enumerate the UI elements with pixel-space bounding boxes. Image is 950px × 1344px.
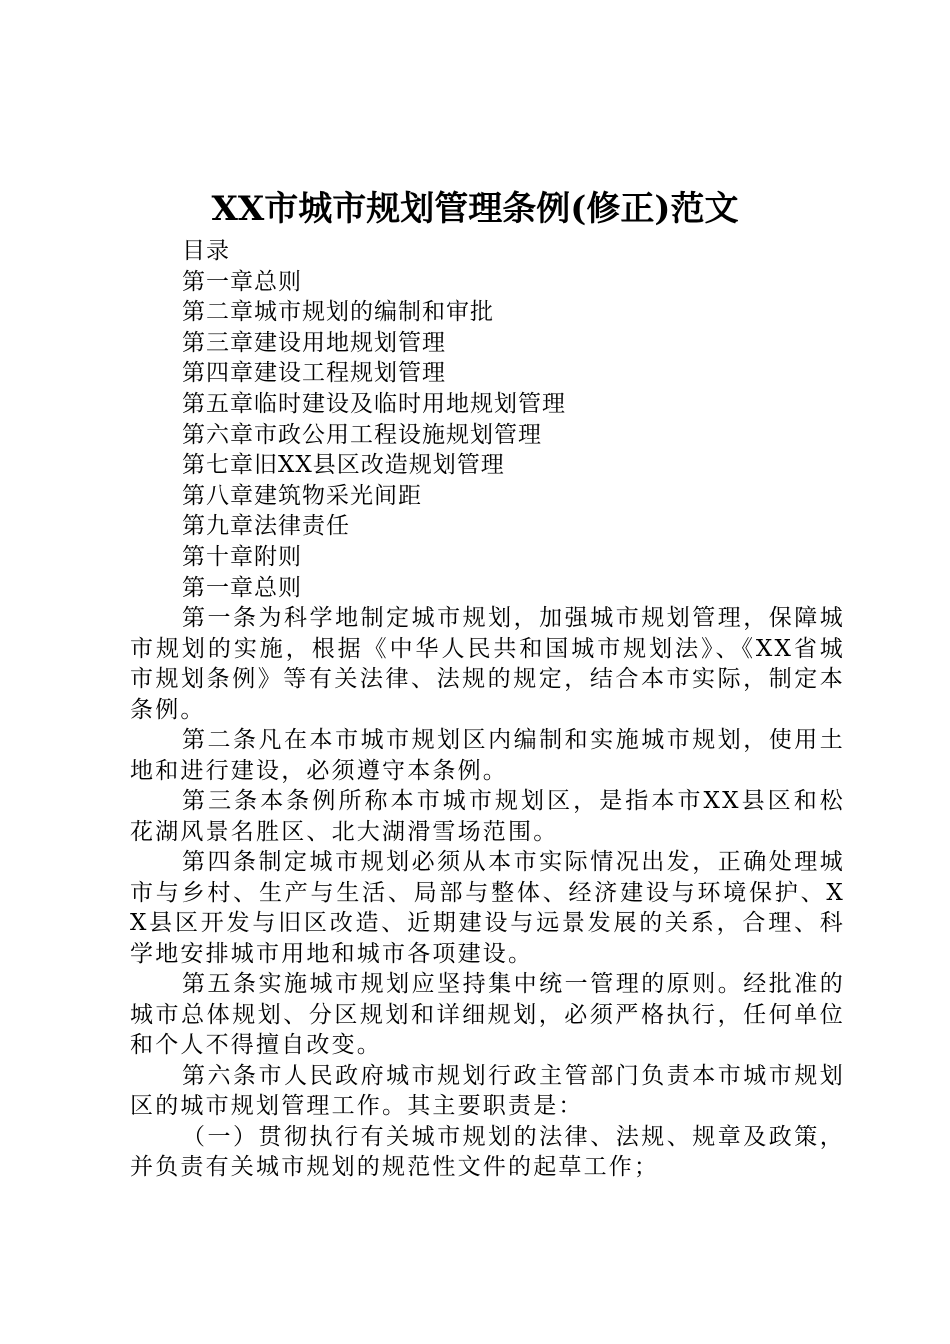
article-paragraph: 第一条为科学地制定城市规划，加强城市规划管理，保障城市规划的实施，根据《中华人民共和国城市规划法》、《XX省城市规划条例》等有关法律、法规的规定，结合本市实际，制定本条例。 — [130, 605, 845, 723]
article-paragraph: 第六条市人民政府城市规划行政主管部门负责本市城市规划区的城市规划管理工作。其主要职责是： — [130, 1062, 845, 1119]
toc-item: 第六章市政公用工程设施规划管理 — [182, 421, 542, 448]
toc-heading: 目录 — [182, 238, 230, 264]
toc-item: 第九章法律责任 — [182, 513, 350, 540]
toc-item: 第五章临时建设及临时用地规划管理 — [182, 390, 566, 417]
article-paragraph: （一）贯彻执行有关城市规划的法律、法规、规章及政策，并负责有关城市规划的规范性文件的起草工作； — [130, 1123, 845, 1180]
toc-item: 第三章建设用地规划管理 — [182, 329, 446, 356]
document-title: XX市城市规划管理条例(修正)范文 — [211, 189, 739, 229]
table-of-contents — [182, 236, 566, 603]
toc-item: 第十章附则 — [182, 543, 302, 570]
toc-item: 第二章城市规划的编制和审批 — [182, 299, 494, 326]
toc-item: 第一章总则 — [182, 268, 302, 295]
toc-item: 第八章建筑物采光间距 — [182, 482, 422, 509]
article-paragraph: 第五条实施城市规划应坚持集中统一管理的原则。经批准的城市总体规划、分区规划和详细规划，必须严格执行，任何单位和个人不得擅自改变。 — [130, 971, 845, 1058]
article-paragraph: 第二条凡在本市城市规划区内编制和实施城市规划，使用土地和进行建设，必须遵守本条例。 — [130, 727, 845, 784]
body-text — [130, 603, 845, 1183]
article-paragraph: 第三条本条例所称本市城市规划区，是指本市XX县区和松花湖风景名胜区、北大湖滑雪场范围。 — [130, 788, 845, 845]
toc-item: 第七章旧XX县区改造规划管理 — [182, 452, 505, 479]
chapter-heading: 第一章总则 — [182, 574, 302, 601]
toc-item: 第四章建设工程规划管理 — [182, 360, 446, 387]
article-paragraph: 第四条制定城市规划必须从本市实际情况出发，正确处理城市与乡村、生产与生活、局部与整体、经济建设与环境保护、XX县区开发与旧区改造、近期建设与远景发展的关系，合理、科学地安排城市用地和城市各项建设。 — [130, 849, 845, 967]
